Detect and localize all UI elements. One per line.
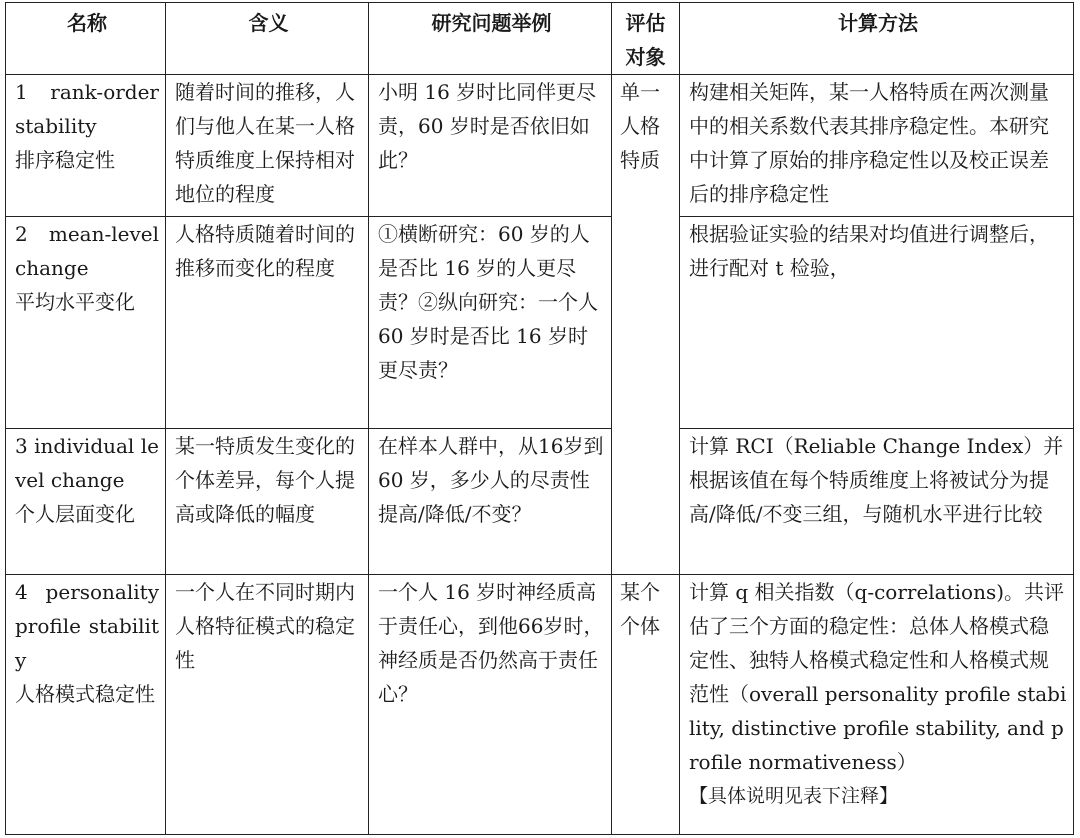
header-example: 研究问题举例 [369, 3, 612, 75]
row-2-name-zh: 平均水平变化 [15, 290, 135, 314]
target-group: 单一人格特质 [612, 75, 680, 575]
row-3-name [6, 429, 166, 575]
row-2-name-en: 2 mean-level change [15, 222, 159, 280]
row-1-name [6, 75, 166, 217]
row-2-example: ①横断研究：60 岁的人是否比 16 岁的人更尽责？②纵向研究：一个人 60 岁时是否比 16 岁时更尽责？ [369, 217, 612, 429]
row-3-name-zh: 个人层面变化 [15, 502, 135, 526]
table-row [6, 575, 1074, 835]
header-target: 评估对象 [612, 3, 680, 75]
header-name: 名称 [6, 3, 166, 75]
header-row [6, 3, 1074, 75]
row-1-name-zh: 排序稳定性 [15, 148, 115, 172]
table-row [6, 217, 1074, 429]
row-4-name [6, 575, 166, 835]
row-2-name [6, 217, 166, 429]
row-2-meaning: 人格特质随着时间的推移而变化的程度 [166, 217, 369, 429]
row-4-method-text: 计算 q 相关指数（q-correlations)。共评估了三个方面的稳定性：总体人格模式稳定性、独特人格模式稳定性和人格模式规范性（overall personality profile stability, distinctive profile stability, and profile normativeness） [689, 580, 1067, 774]
row-4-method [680, 575, 1074, 835]
header-method: 计算方法 [680, 3, 1074, 75]
row-4-name-zh: 人格模式稳定性 [15, 682, 155, 706]
row-1-name-en: 1 rank-order stability [15, 80, 159, 138]
table-row [6, 429, 1074, 575]
row-2-method: 根据验证实验的结果对均值进行调整后，进行配对 t 检验， [680, 217, 1074, 429]
comparison-table [5, 2, 1074, 835]
row-3-meaning: 某一特质发生变化的个体差异，每个人提高或降低的幅度 [166, 429, 369, 575]
row-1-method: 构建相关矩阵，某一人格特质在两次测量中的相关系数代表其排序稳定性。本研究中计算了原始的排序稳定性以及校正误差后的排序稳定性 [680, 75, 1074, 217]
row-3-name-en: 3 individual level change [15, 434, 159, 492]
header-meaning: 含义 [166, 3, 369, 75]
row-4-method-note: 【具体说明见表下注释】 [689, 785, 899, 807]
row-1-example: 小明 16 岁时比同伴更尽责，60 岁时是否依旧如此？ [369, 75, 612, 217]
row-4-name-en: 4 personality profile stability [15, 580, 159, 672]
row-4-meaning: 一个人在不同时期内人格特征模式的稳定性 [166, 575, 369, 835]
target-individual: 某个个体 [612, 575, 680, 835]
row-4-example: 一个人 16 岁时神经质高于责任心，到他66岁时，神经质是否仍然高于责任心？ [369, 575, 612, 835]
table-row [6, 75, 1074, 217]
row-3-example: 在样本人群中，从16岁到 60 岁，多少人的尽责性提高/降低/不变？ [369, 429, 612, 575]
row-3-method: 计算 RCI（Reliable Change Index）并根据该值在每个特质维度上将被试分为提高/降低/不变三组，与随机水平进行比较 [680, 429, 1074, 575]
row-1-meaning: 随着时间的推移，人们与他人在某一人格特质维度上保持相对地位的程度 [166, 75, 369, 217]
